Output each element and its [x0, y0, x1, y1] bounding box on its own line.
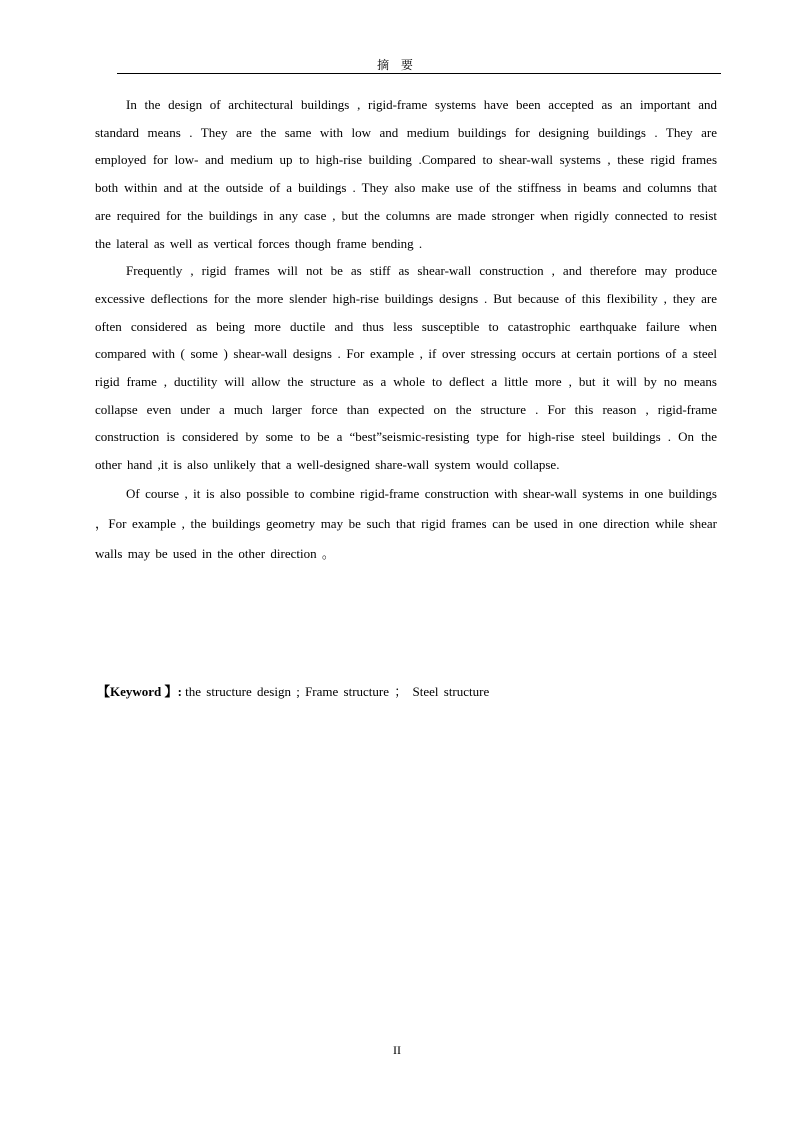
page-number: II	[393, 1043, 401, 1057]
keyword-close-bracket: 】	[164, 685, 178, 700]
abstract-paragraph-1: In the design of architectural buildings , rigid-frame systems have been accepted as an important and standard means . They are the same with low and medium buildings for designing buildings . They are employed for low- and medium up to high-rise building .Compared to shear-wall systems , these rigid frames both within and at the outside of a buildings . They also make use of the stiffness in beams and columns that are required for the buildings in any case , but the columns are made stronger when rigidly connected to resist the lateral as well as vertical forces though frame bending .	[95, 97, 717, 251]
keyword-list: the structure design ; Frame structure ； Steel structure	[185, 684, 490, 699]
page-header-title: 摘 要	[377, 58, 417, 72]
header-divider	[117, 73, 721, 74]
keyword-label: Keyword	[110, 684, 162, 699]
abstract-paragraph-2: Frequently , rigid frames will not be as stiff as shear-wall construction , and therefore may produce excessive deflections for the more slender high-rise buildings designs . But because of this flexibility , they are often considered as being more ductile and thus less susceptible to catastrophic earthquake failure when compared with ( some ) shear-wall designs . For example , if over stressing occurs at certain portions of a steel rigid frame , ductility will allow the structure as a whole to deflect a little more , but it will by no means collapse even under a much larger force than expected on the structure . For this reason , rigid-frame construction is considered by some to be a “best”seismic-resisting type for high-rise steel buildings . On the other hand ,it is also unlikely that a well-designed share-wall system would collapse.	[95, 263, 717, 473]
abstract-paragraph-3: Of course , it is also possible to combine rigid-frame construction with shear-wall systems in one buildings ，For example , the buildings geometry may be such that rigid frames can be used in one direction while shear walls may be used in the other direction 。	[95, 485, 717, 561]
keyword-separator: :	[177, 684, 182, 699]
keyword-open-bracket: 【	[97, 685, 111, 700]
abstract-body	[95, 91, 717, 569]
keywords-line	[97, 682, 489, 703]
